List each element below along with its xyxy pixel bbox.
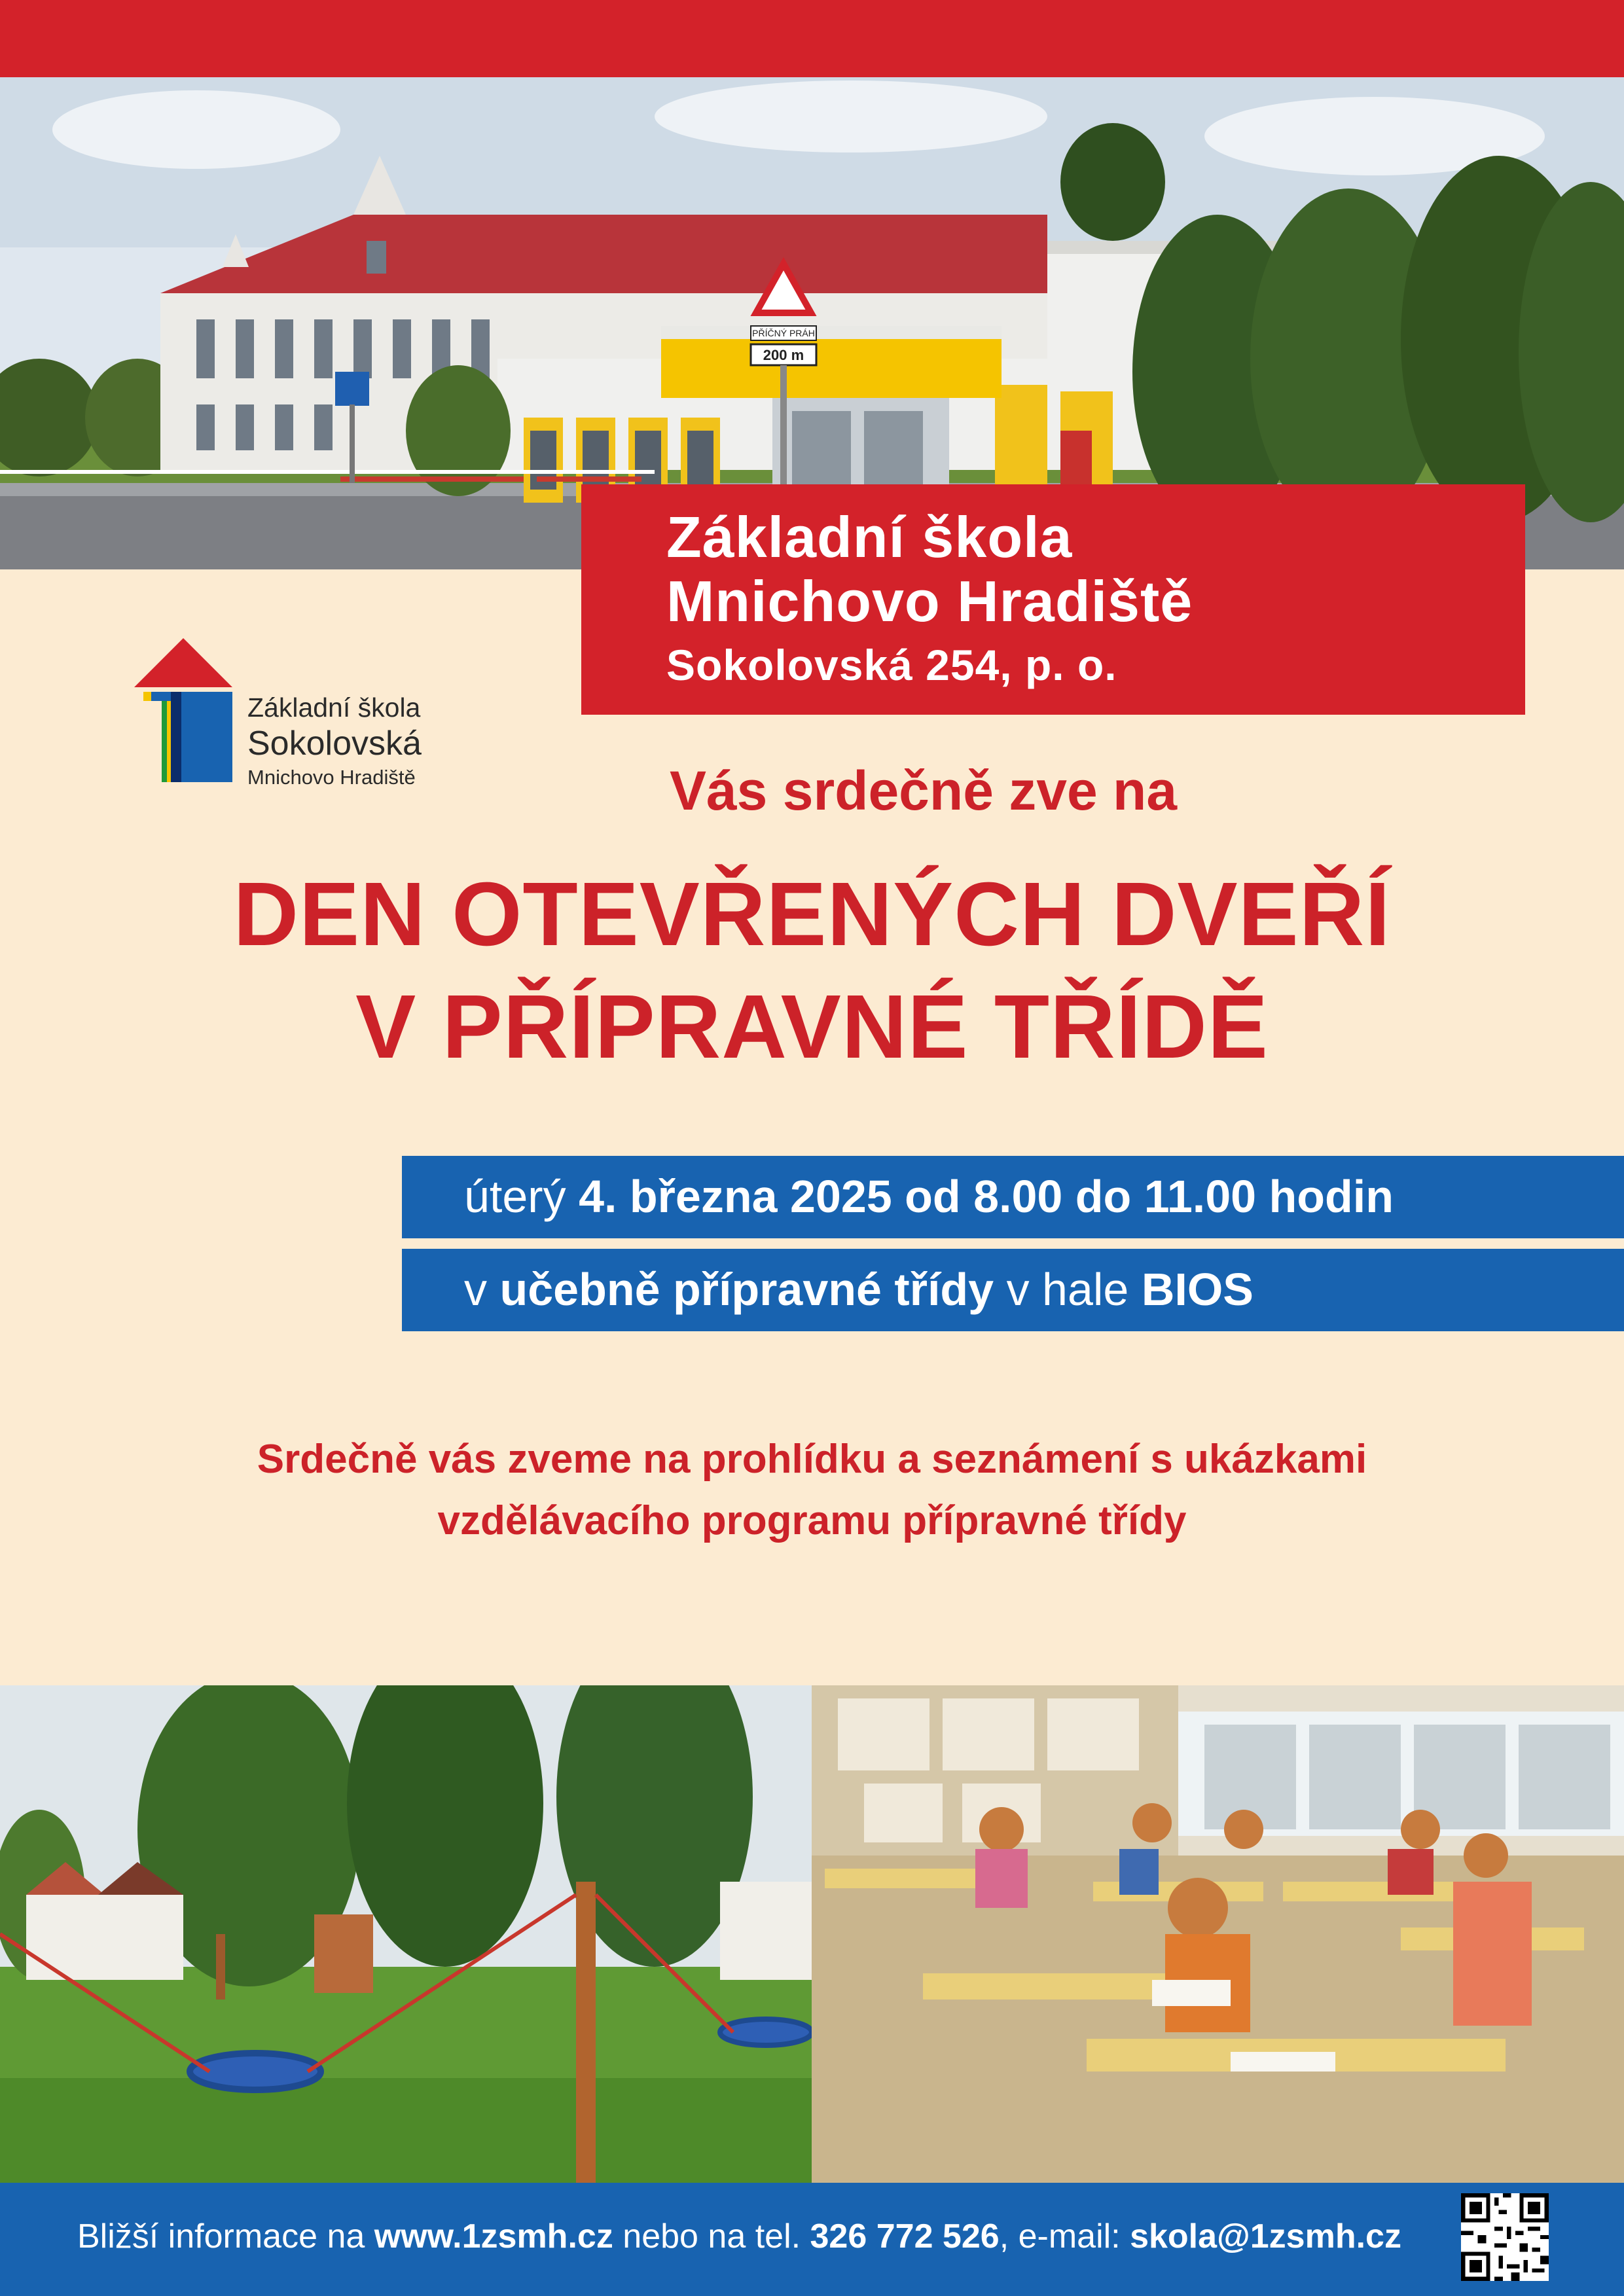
- location-middle: v hale: [1006, 1264, 1129, 1315]
- invite-text: Vás srdečně zve na: [669, 760, 1178, 821]
- description-line1: Srdečně vás zveme na prohlídku a seznámení s ukázkami: [257, 1437, 1367, 1482]
- logo-text-line1: Základní škola: [247, 692, 421, 723]
- classroom-photo: [812, 1685, 1624, 2183]
- date-time: 4. března 2025 od 8.00 do 11.00 hodin: [579, 1171, 1394, 1222]
- footer-phone[interactable]: 326 772 526: [810, 2217, 1000, 2255]
- footer-email-prefix: , e-mail:: [999, 2217, 1121, 2255]
- qr-code-icon[interactable]: [1461, 2193, 1549, 2281]
- playground-photo: [0, 1685, 812, 2183]
- location-prefix: v: [464, 1264, 487, 1315]
- logo-text-line2: Sokolovská: [247, 725, 422, 762]
- footer-contact-text: [77, 2217, 1401, 2256]
- headline-line2: V PŘÍPRAVNÉ TŘÍDĚ: [355, 977, 1269, 1077]
- location-place: učebně přípravné třídy: [499, 1264, 994, 1315]
- date-bar: [402, 1156, 1624, 1238]
- road-sign-label: PŘÍČNÝ PRÁH: [752, 328, 815, 338]
- school-name-line2: Mnichovo Hradiště: [666, 569, 1193, 634]
- location-hall: BIOS: [1141, 1264, 1254, 1315]
- footer-prefix: Bližší informace na: [77, 2217, 365, 2255]
- location-bar: [402, 1249, 1624, 1331]
- description-line2: vzdělávacího programu přípravné třídy: [437, 1498, 1187, 1543]
- date-day: úterý: [464, 1171, 566, 1222]
- logo-text-line3: Mnichovo Hradiště: [247, 766, 416, 789]
- footer-website-link[interactable]: www.1zsmh.cz: [374, 2217, 613, 2255]
- footer-email-link[interactable]: skola@1zsmh.cz: [1130, 2217, 1401, 2255]
- headline-line1: DEN OTEVŘENÝCH DVEŘÍ: [233, 864, 1391, 965]
- footer-bar: [0, 2183, 1624, 2296]
- top-stripe: [0, 0, 1624, 77]
- school-title-box: [581, 484, 1525, 715]
- school-name-line1: Základní škola: [666, 505, 1073, 569]
- footer-phone-prefix: nebo na tel.: [623, 2217, 801, 2255]
- logo-roof-icon: [134, 638, 232, 687]
- road-sign-distance: 200 m: [763, 347, 804, 363]
- school-address: Sokolovská 254, p. o.: [666, 641, 1117, 689]
